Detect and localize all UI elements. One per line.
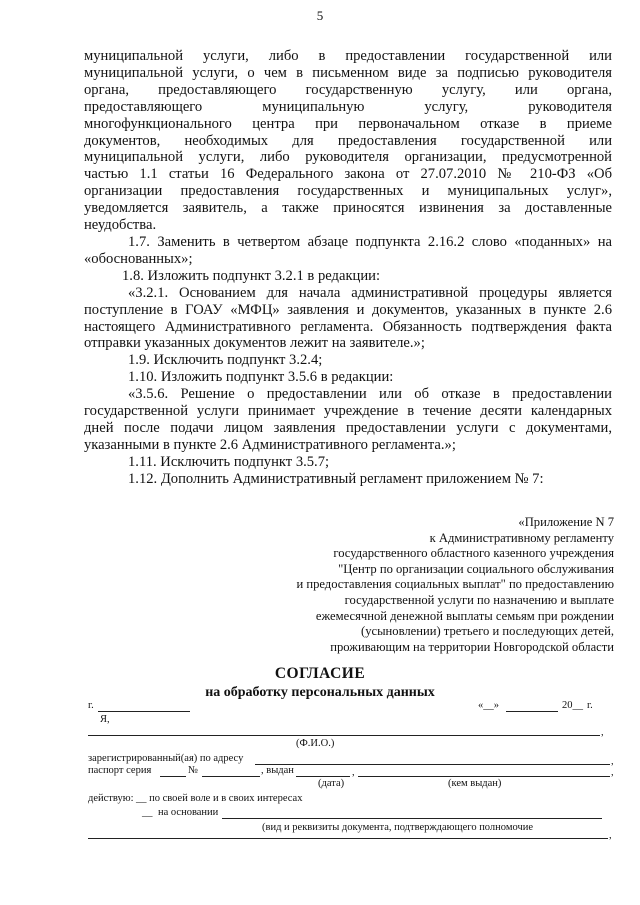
text-line: частью 1.1 статьи 16 Федерального закона от 27.07.2010 № 210-ФЗ «Об: [84, 166, 612, 183]
appendix-line: ежемесячной денежной выплаты семьям при рождении: [315, 608, 614, 623]
appendix-line: и предоставления социальных выплат" по предоставлению: [296, 577, 614, 592]
text-line: «3.5.6. Решение о предоставлении или об отказе в предоставлении: [128, 386, 612, 403]
passport-number-label: №: [188, 765, 199, 776]
paragraph-1-9: 1.9. Исключить подпункт 3.2.4;: [128, 352, 323, 369]
city-prefix: г.: [88, 700, 94, 711]
text-line: неудобства.: [84, 217, 157, 234]
quote-3-2-1: [84, 285, 612, 353]
date-month-field[interactable]: [506, 711, 558, 712]
issuer-caption: (кем выдан): [448, 778, 502, 789]
paragraph-1-8: 1.8. Изложить подпункт 3.2.1 в редакции:: [122, 267, 381, 284]
basis-document-field[interactable]: [222, 818, 602, 819]
quote-3-5-6: [84, 386, 612, 454]
date-caption: (дата): [318, 778, 345, 789]
fio-field[interactable]: [88, 735, 600, 736]
consent-title: СОГЛАСИЕ: [274, 665, 366, 682]
text-line: «3.2.1. Основанием для начала административной процедуры является: [128, 284, 612, 301]
text-line: муниципальной услуги, либо в предоставлении государственной или: [84, 48, 612, 64]
text-line: настоящего Административного регламента. Обязанность подтверждения факта: [84, 318, 612, 335]
paragraph-1-7: [84, 234, 612, 268]
paragraph-1-11: 1.11. Исключить подпункт 3.5.7;: [128, 453, 330, 470]
text-line: организации предоставления государственных и муниципальных услуг»,: [84, 183, 612, 200]
city-field[interactable]: [98, 711, 190, 712]
comma: ,: [611, 767, 614, 778]
text-line: отправки указанных документов лежит на заявителе.»;: [84, 335, 425, 352]
text-line: 1.7. Заменить в четвертом абзаце подпункта 2.16.2 слово «поданных» на: [128, 233, 612, 250]
passport-series-field[interactable]: [160, 776, 186, 777]
fio-caption: (Ф.И.О.): [296, 738, 335, 749]
authority-field[interactable]: [88, 838, 608, 839]
paragraph-1-12: 1.12. Дополнить Административный регламент приложением № 7:: [128, 470, 544, 487]
date-year-suffix: г.: [587, 700, 593, 711]
comma: ,: [611, 756, 614, 767]
passport-number-field[interactable]: [202, 776, 260, 777]
text-line: дней после подачи лицом заявления предоставлении услуги с документами,: [84, 419, 612, 436]
text-line: многофункционального центра при первоначальном отказе в приеме: [84, 115, 612, 132]
appendix-line: государственного областного казенного учреждения: [333, 546, 614, 561]
date-day: «__»: [478, 700, 499, 711]
address-field[interactable]: [255, 764, 610, 765]
option-on-basis: на основании: [158, 807, 219, 818]
appendix-header: [194, 515, 614, 655]
comma: ,: [352, 767, 355, 778]
appendix-line: к Административному регламенту: [429, 530, 614, 545]
appendix-line: государственной услуги по назначению и выплате: [344, 592, 614, 607]
paragraph-1-10: 1.10. Изложить подпункт 3.5.6 в редакции:: [128, 369, 394, 386]
date-year: 20__: [562, 700, 583, 711]
issuer-field[interactable]: [358, 776, 610, 777]
comma: ,: [601, 727, 604, 738]
passport-series-label: паспорт серия: [88, 765, 152, 776]
paragraph-continuation: [84, 48, 612, 234]
text-line: предоставляющего муниципальную услугу, руководителя: [84, 98, 612, 115]
appendix-line: «Приложение N 7: [518, 515, 614, 529]
option-basis-marker[interactable]: __: [142, 807, 153, 818]
issue-date-field[interactable]: [296, 776, 350, 777]
page-number: 5: [316, 8, 324, 23]
text-line: муниципальной услуги, о чем в письменном виде за подписью руководителя: [84, 64, 612, 81]
consent-subtitle: на обработку персональных данных: [205, 685, 435, 700]
appendix-line: (усыновлении) третьего и последующих детей,: [361, 624, 614, 639]
text-line: «обоснованных»;: [84, 250, 193, 267]
text-line: уведомляется заявитель, а также приносятся извинения за доставленные: [84, 200, 612, 217]
text-line: указанными в пункте 2.6 Административного регламента.»;: [84, 436, 456, 453]
comma: ,: [609, 830, 612, 841]
document-caption: (вид и реквизиты документа, подтверждающего полномочие: [262, 822, 534, 833]
text-line: документов, необходимых для предоставления государственной или: [84, 132, 612, 149]
appendix-line: проживающим на территории Новгородской области: [330, 639, 614, 654]
acting-label: действую:: [88, 793, 134, 804]
text-line: государственной услуги принимает учреждение в течение десяти календарных: [84, 403, 612, 420]
text-line: муниципальной услуги, либо руководителя организации, предусмотренной: [84, 149, 612, 166]
i-label: Я,: [100, 714, 110, 725]
option-own-will[interactable]: __ по своей воле и в своих интересах: [136, 793, 303, 804]
issued-label: , выдан: [261, 765, 294, 776]
document-body: [84, 48, 612, 488]
registered-label: зарегистрированный(ая) по адресу: [88, 753, 244, 764]
text-line: органа, предоставляющего государственную услугу, или органа,: [84, 81, 612, 98]
text-line: поступление в ГОАУ «МФЦ» заявления и документов, указанных в пункте 2.6: [84, 301, 612, 318]
appendix-line: "Центр по организации социального обслуживания: [338, 561, 614, 576]
